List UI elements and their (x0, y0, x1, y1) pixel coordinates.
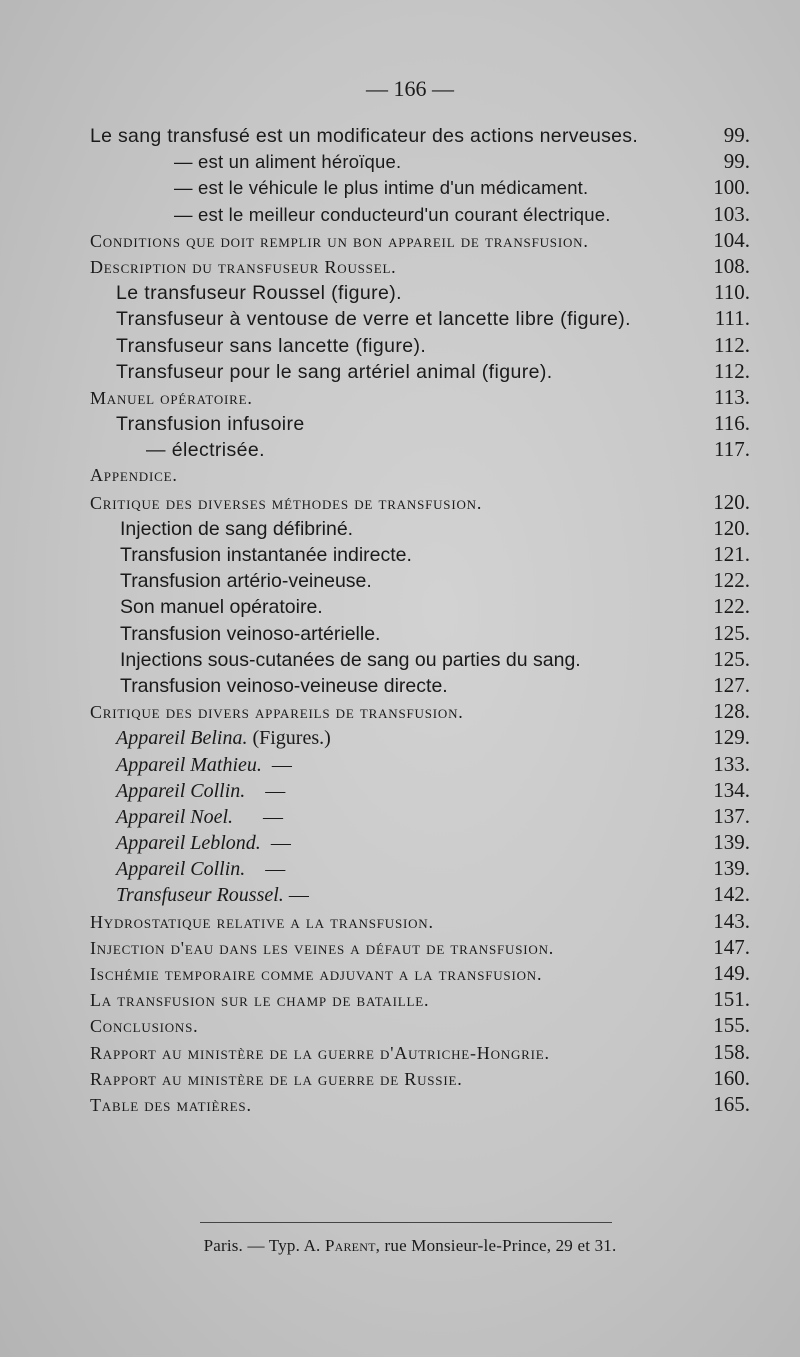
toc-entry-label (90, 725, 690, 751)
toc-entry-page: 137. (713, 803, 750, 828)
toc-entry-label: Transfuseur pour le sang artériel animal (figure). (116, 360, 553, 383)
toc-row (90, 646, 750, 672)
apparatus-note: — (263, 805, 284, 828)
toc-row (90, 174, 750, 200)
toc-entry-label: Transfusion artério-veineuse. (120, 570, 372, 593)
apparatus-name: Appareil Noel. (116, 805, 234, 828)
toc-entry-page: 103. (713, 201, 750, 226)
toc-entry-label: Le sang transfusé est un modificateur des actions nerveuses. (90, 125, 639, 147)
toc-entry-page: 125. (713, 646, 750, 671)
toc-row (90, 148, 750, 174)
toc-entry-page: 122. (713, 594, 750, 619)
toc-section-label: Conclusions. (90, 1016, 199, 1037)
apparatus-name: Appareil Leblond. (116, 832, 261, 855)
toc-row (90, 672, 750, 698)
apparatus-note: — (265, 779, 286, 802)
toc-row (90, 436, 750, 462)
toc-entry-page: 139. (713, 856, 750, 881)
toc-row (90, 751, 750, 777)
toc-row (90, 1065, 750, 1091)
toc-row (90, 227, 750, 253)
imprint-prefix: Paris. — Typ. A. (203, 1236, 321, 1255)
toc-row (90, 462, 750, 488)
toc-section-label: Description du transfuseur Roussel. (90, 256, 397, 277)
toc-entry-page: 134. (713, 777, 750, 802)
toc-row (90, 777, 750, 803)
toc-entry-page: 165. (713, 1091, 750, 1116)
toc-row (90, 593, 750, 619)
toc-entry-page: 120. (713, 489, 750, 514)
toc-row (90, 1012, 750, 1038)
toc-row (90, 253, 750, 279)
toc-row (90, 1091, 750, 1117)
toc-row (90, 855, 750, 881)
toc-entry-page: 121. (713, 542, 750, 566)
toc-row (90, 803, 750, 829)
toc-entry-label: Injections sous-cutanées de sang ou parties du sang. (120, 648, 581, 671)
toc-row (90, 881, 750, 907)
toc-entry-label: — est le meilleur conducteurd'un courant électrique. (174, 203, 611, 225)
toc-section-label: Critique des diverses méthodes de transfusion. (90, 492, 483, 513)
apparatus-note: — (271, 753, 292, 776)
table-of-contents (90, 122, 750, 1117)
toc-entry-page: 117. (714, 437, 750, 462)
toc-entry-label: Transfusion veinoso-veineuse directe. (120, 674, 448, 697)
toc-entry-page: 128. (713, 699, 750, 724)
toc-row (90, 829, 750, 855)
toc-entry-page: 122. (713, 568, 750, 593)
toc-entry-page: 139. (713, 830, 750, 855)
toc-entry-page: 147. (713, 934, 750, 959)
toc-entry-page: 110. (714, 280, 750, 305)
toc-row (90, 305, 750, 331)
toc-row (90, 986, 750, 1012)
toc-entry-page: 127. (713, 672, 750, 697)
toc-entry-page: 143. (713, 908, 750, 933)
toc-entry-label (90, 752, 690, 778)
toc-entry-page: 155. (713, 1013, 750, 1038)
toc-entry-page: 125. (713, 620, 750, 645)
toc-row (90, 698, 750, 724)
toc-row (90, 1039, 750, 1065)
toc-row (90, 567, 750, 593)
toc-entry-label (90, 856, 690, 882)
toc-entry-page: 99. (723, 149, 750, 174)
toc-row (90, 541, 750, 567)
apparatus-name: Appareil Belina. (116, 727, 248, 750)
toc-section-label: Critique des divers appareils de transfusion. (90, 702, 464, 723)
toc-row (90, 934, 750, 960)
toc-section-label: Table des matières. (90, 1094, 252, 1115)
page-number: — 166 — (366, 76, 454, 101)
toc-entry-page: 160. (713, 1065, 750, 1090)
toc-row (90, 410, 750, 436)
toc-entry-page: 108. (713, 253, 750, 278)
toc-entry-label: — est un aliment héroïque. (174, 151, 402, 173)
imprint-printer: Parent (324, 1236, 376, 1255)
toc-entry-page: 129. (713, 725, 750, 750)
apparatus-note: — (265, 858, 286, 881)
toc-entry-page: 111. (714, 306, 750, 331)
footer-divider (200, 1222, 612, 1223)
toc-entry-page: 104. (713, 227, 750, 252)
apparatus-name: Appareil Collin. (116, 858, 246, 881)
toc-entry-label: Le transfuseur Roussel (figure). (116, 282, 402, 305)
toc-entry-label: Transfusion veinoso-artérielle. (120, 622, 381, 645)
toc-entry-label (90, 804, 690, 830)
toc-entry-page: 149. (713, 961, 750, 985)
toc-entry-label (90, 830, 690, 856)
toc-section-label: La transfusion sur le champ de bataille. (90, 990, 430, 1011)
toc-row (90, 122, 750, 148)
apparatus-name: Appareil Mathieu. (116, 753, 262, 776)
toc-entry-label: Son manuel opératoire. (120, 596, 323, 619)
printer-imprint (0, 1236, 800, 1256)
toc-section-label: Appendice. (90, 465, 178, 486)
toc-section-label: Rapport au ministère de la guerre de Russie. (90, 1068, 463, 1089)
toc-section-label: Ischémie temporaire comme adjuvant a la transfusion. (90, 964, 543, 984)
toc-row (90, 620, 750, 646)
toc-section-label: Rapport au ministère de la guerre d'Autriche-Hongrie. (90, 1042, 550, 1063)
toc-row (90, 384, 750, 410)
toc-entry-page: 116. (714, 411, 750, 436)
toc-entry-label: Transfusion infusoire (116, 413, 305, 436)
toc-row (90, 332, 750, 358)
toc-entry-label: Transfuseur à ventouse de verre et lancette libre (figure). (116, 308, 631, 331)
apparatus-note: — (270, 832, 291, 855)
toc-entry-page: 100. (713, 175, 750, 200)
apparatus-name: Appareil Collin. (116, 779, 246, 802)
apparatus-note: (Figures.) (252, 727, 331, 750)
toc-row (90, 358, 750, 384)
toc-entry-label: Transfusion instantanée indirecte. (120, 544, 412, 566)
toc-entry-page: 112. (714, 358, 750, 383)
toc-row (90, 724, 750, 750)
toc-entry-label (90, 778, 690, 804)
toc-row (90, 515, 750, 541)
apparatus-name: Transfuseur Roussel. (116, 884, 284, 907)
toc-row (90, 908, 750, 934)
toc-row (90, 201, 750, 227)
toc-entry-page: 120. (713, 515, 750, 540)
toc-entry-page: 112. (714, 332, 750, 357)
toc-section-label: Hydrostatique relative a la transfusion. (90, 911, 434, 932)
toc-entry-page: 99. (723, 123, 750, 147)
toc-section-label: Injection d'eau dans les veines a défaut de transfusion. (90, 937, 555, 958)
toc-section-label: Manuel opératoire. (90, 387, 253, 408)
toc-entry-label: Transfuseur sans lancette (figure). (116, 334, 427, 357)
apparatus-note: — (288, 884, 309, 907)
imprint-suffix: , rue Monsieur-le-Prince, 29 et 31. (375, 1236, 617, 1255)
toc-entry-label: — est le véhicule le plus intime d'un médicament. (174, 177, 589, 199)
toc-row (90, 279, 750, 305)
toc-entry-label: Injection de sang défibriné. (120, 517, 354, 540)
toc-row (90, 960, 750, 986)
toc-entry-page: 113. (714, 384, 750, 409)
toc-section-label: Conditions que doit remplir un bon appareil de transfusion. (90, 230, 589, 251)
toc-entry-label (90, 882, 690, 908)
toc-entry-page: 133. (713, 751, 750, 776)
toc-entry-label: — électrisée. (146, 439, 265, 462)
toc-entry-page: 158. (713, 1039, 750, 1064)
toc-entry-page: 142. (713, 882, 750, 907)
toc-entry-page: 151. (713, 987, 750, 1012)
toc-row (90, 489, 750, 515)
